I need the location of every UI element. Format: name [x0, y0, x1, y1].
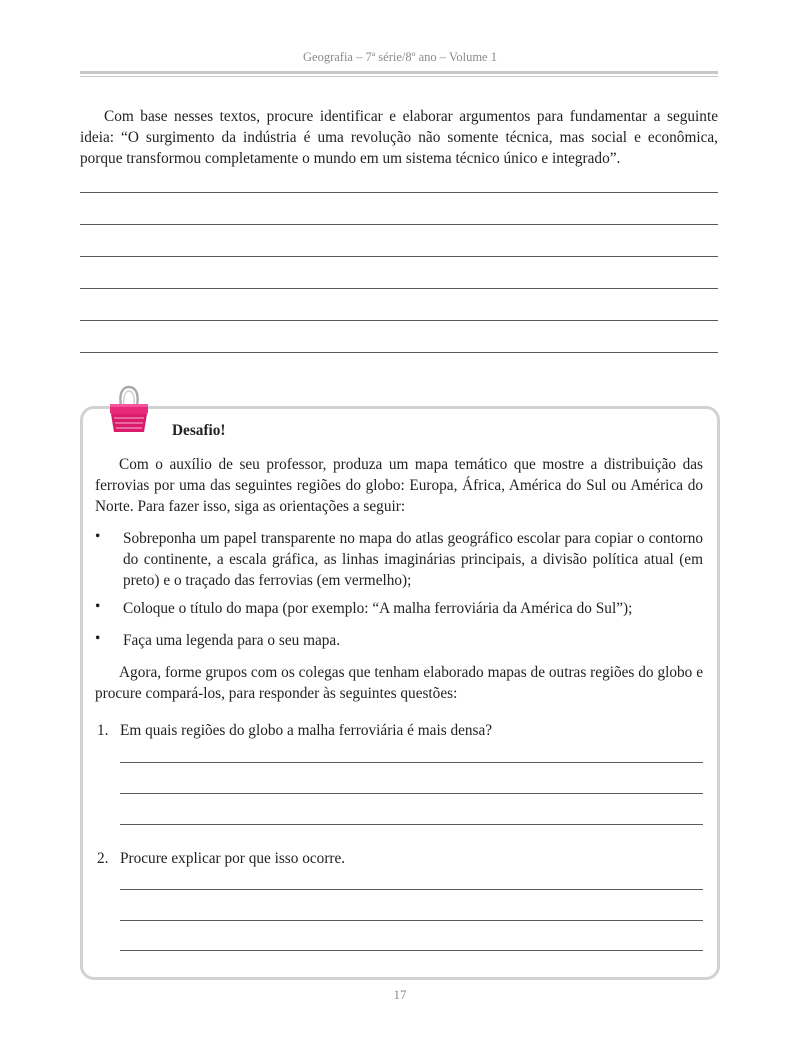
answer-line[interactable]: [120, 824, 703, 825]
answer-line[interactable]: [80, 352, 718, 353]
answer-line[interactable]: [120, 950, 703, 951]
intro-paragraph: Com base nesses textos, procure identificar e elaborar argumentos para fundamentar a seguinte ideia: “O surgimento da indústria é uma revolução não somente técnica, mas social e econômica, porque transformou completamente o mundo em um sistema técnico único e integrado”.: [80, 108, 718, 167]
answer-line[interactable]: [80, 288, 718, 289]
bullet-icon: •: [95, 630, 101, 647]
answer-line[interactable]: [80, 224, 718, 225]
challenge-title: Desafio!: [172, 422, 226, 439]
question-number: 1.: [97, 722, 109, 739]
answer-line[interactable]: [120, 762, 703, 763]
question-text: Procure explicar por que isso ocorre.: [120, 850, 346, 867]
answer-line[interactable]: [120, 889, 703, 890]
bullet-item: Faça uma legenda para o seu mapa.: [123, 632, 341, 649]
bullet-item: Coloque o título do mapa (por exemplo: “A malha ferroviária da América do Sul”);: [123, 600, 633, 617]
running-header: Geografia – 7ª série/8º ano – Volume 1: [303, 50, 497, 64]
header-rule-thin: [80, 76, 718, 77]
binder-clip-icon: [104, 384, 154, 436]
challenge-paragraph-1: Com o auxílio de seu professor, produza um mapa temático que mostre a distribuição das ferrovias por uma das seguintes regiões do globo: Europa, África, América do Sul ou América do Norte. Para fazer isso, siga as orientações a seguir:: [95, 456, 703, 515]
answer-line[interactable]: [80, 192, 718, 193]
challenge-paragraph-2: Agora, forme grupos com os colegas que tenham elaborado mapas de outras regiões do globo e procure compará-los, para responder às seguintes questões:: [95, 664, 703, 702]
bullet-icon: •: [95, 598, 101, 615]
question-text: Em quais regiões do globo a malha ferroviária é mais densa?: [120, 722, 493, 739]
answer-line[interactable]: [80, 256, 718, 257]
bullet-item: Sobreponha um papel transparente no mapa do atlas geográfico escolar para copiar o contorno do continente, a escala gráfica, as linhas imaginárias principais, a divisão política atual (em preto) e o traçado das ferrovias (em vermelho);: [123, 530, 703, 589]
answer-line[interactable]: [120, 920, 703, 921]
question-number: 2.: [97, 850, 109, 867]
header-rule: [80, 71, 718, 74]
answer-line[interactable]: [80, 320, 718, 321]
answer-line[interactable]: [120, 793, 703, 794]
page-number: 17: [393, 987, 407, 1002]
bullet-icon: •: [95, 528, 101, 545]
